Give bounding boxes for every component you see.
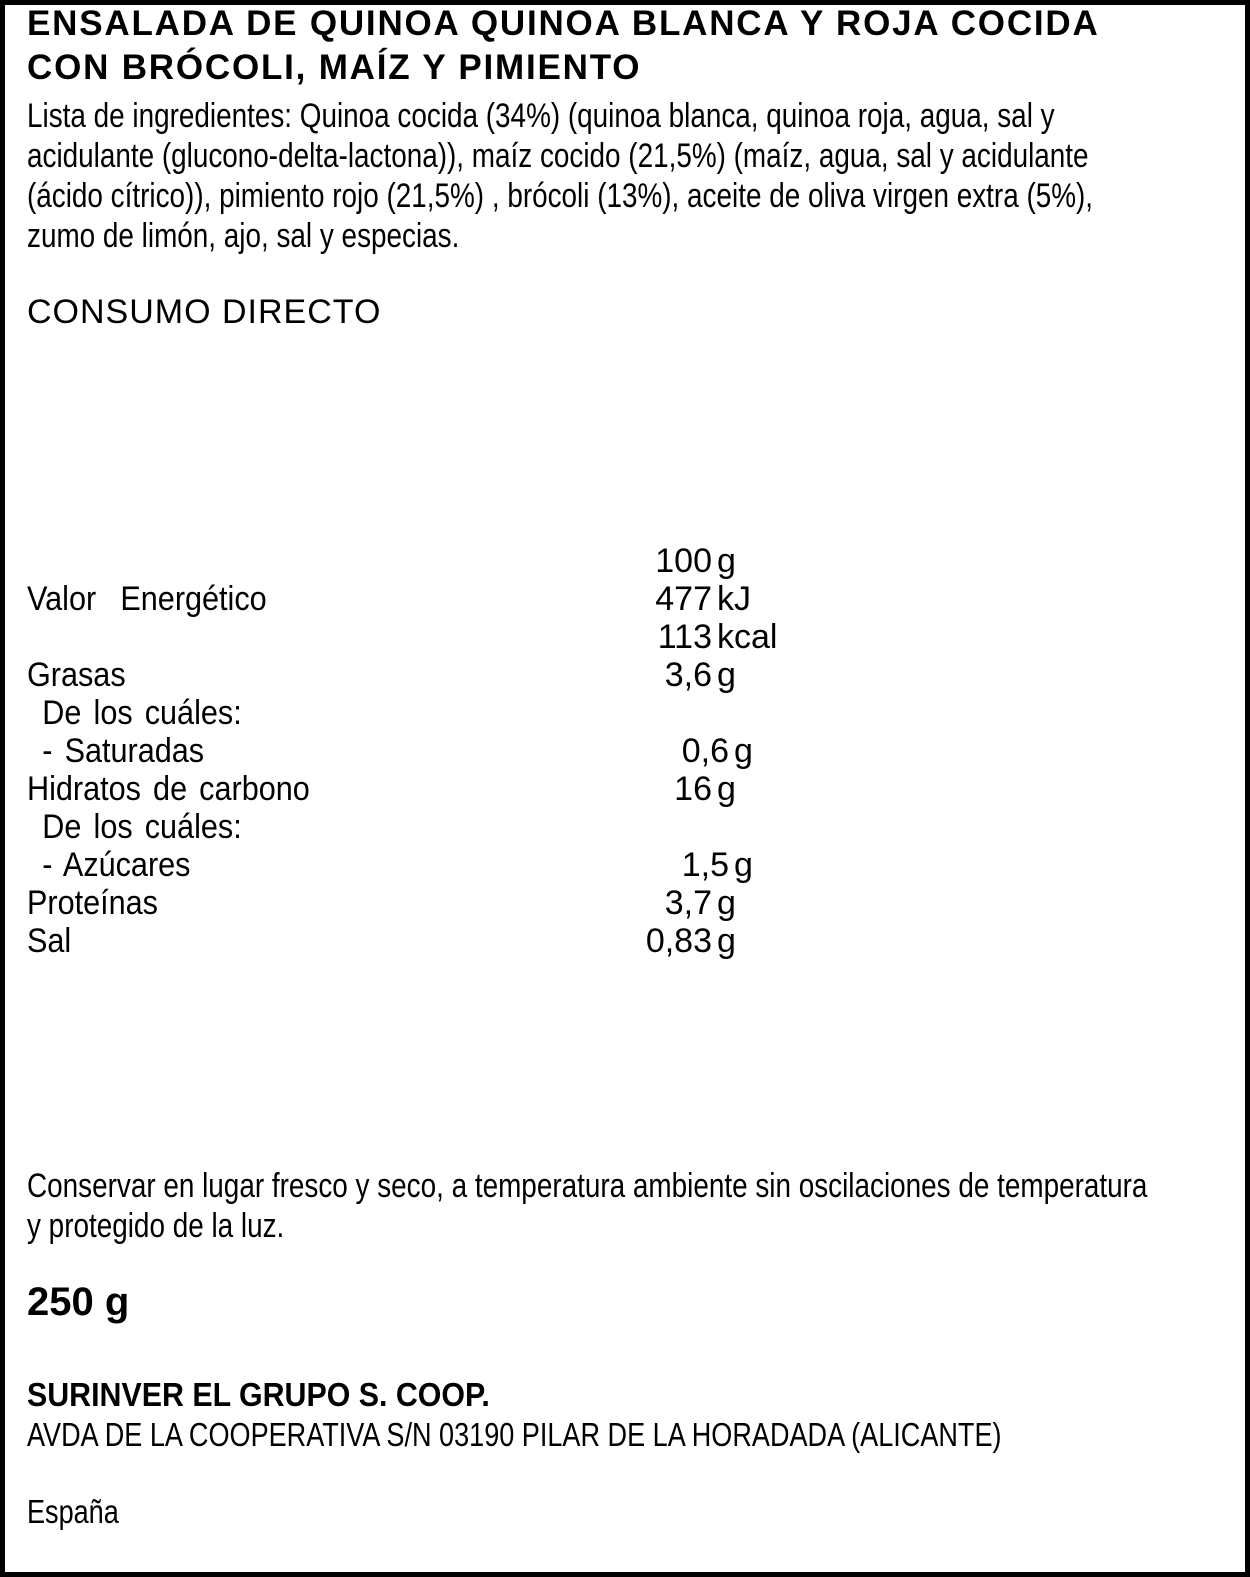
nutrition-row-label: - Saturadas [42,732,205,770]
nutrition-row [5,732,1245,770]
producer-address: AVDA DE LA COOPERATIVA S/N 03190 PILAR DE LA HORADADA (ALICANTE) [27,1416,1002,1453]
nutrition-row-unit [729,808,734,846]
nutrition-row-unit: g [734,846,753,884]
nutrition-row-label: Proteínas [27,884,158,922]
nutrition-row-value [577,694,729,732]
nutrition-row-value: 3,7 [664,884,712,922]
nutrition-row-unit: g [717,884,736,922]
nutrition-row-label: Hidratos de carbono [27,770,310,808]
nutrition-row-value: 113 [657,618,712,656]
nutrition-row-label: Sal [27,922,72,960]
country-of-origin: España [27,1493,119,1530]
nutrition-row [5,694,1245,732]
nutrition-row-value [577,808,729,846]
nutrition-row-label: Valor Energético [27,580,267,618]
nutrition-row-value: 0,6 [681,732,729,770]
nutrition-row-label [27,542,507,580]
nutrition-row [5,922,1245,960]
nutrition-table [5,542,1245,960]
nutrition-row [5,542,1245,580]
nutrition-row [5,808,1245,846]
consumption-note: CONSUMO DIRECTO [27,293,382,331]
storage-note: Conservar en lugar fresco y seco, a temperatura ambiente sin oscilaciones de temperatura y protegido de la luz. [27,1167,1148,1245]
nutrition-row-unit: g [717,922,736,960]
product-title-line1: ENSALADA DE QUINOA QUINOA BLANCA Y ROJA COCIDA [27,4,1100,43]
nutrition-row-label: De los cuáles: [42,694,242,732]
nutrition-row [5,618,1245,656]
nutrition-row [5,656,1245,694]
nutrition-row-value: 477 [655,580,712,618]
producer-name: SURINVER EL GRUPO S. COOP. [27,1376,490,1413]
nutrition-row-unit: g [717,656,736,694]
nutrition-row-value: 1,5 [681,846,729,884]
product-title [27,2,1100,90]
nutrition-row [5,884,1245,922]
nutrition-row-value: 0,83 [645,922,712,960]
net-weight: 250 g [27,1280,130,1324]
nutrition-row [5,770,1245,808]
nutrition-row-unit [729,694,734,732]
nutrition-row-value: 100 [655,542,712,580]
nutrition-row [5,846,1245,884]
product-title-line2: CON BRÓCOLI, MAÍZ Y PIMIENTO [27,48,642,87]
nutrition-row-unit: g [717,542,736,580]
nutrition-row-value: 16 [674,770,712,808]
nutrition-row-unit: kJ [717,580,751,618]
nutrition-row [5,580,1245,618]
nutrition-row-value: 3,6 [664,656,712,694]
nutrition-row-label: Grasas [27,656,126,694]
ingredients-list: Lista de ingredientes: Quinoa cocida (34%) (quinoa blanca, quinoa roja, agua, sal y acidulante (glucono-delta-lactona)), maíz cocido (21,5%) (maíz, agua, sal y acidulante (ácido cítrico)), pimiento rojo (21,5%) , brócoli (13%), aceite de oliva virgen extra (5%), zumo de limón, ajo, sal y especias. [27,97,1094,255]
nutrition-row-unit: g [734,732,753,770]
nutrition-row-unit: kcal [717,618,778,656]
nutrition-row-label [27,618,507,656]
nutrition-row-label: - Azúcares [42,846,191,884]
nutrition-row-label: De los cuáles: [42,808,242,846]
nutrition-row-unit: g [717,770,736,808]
